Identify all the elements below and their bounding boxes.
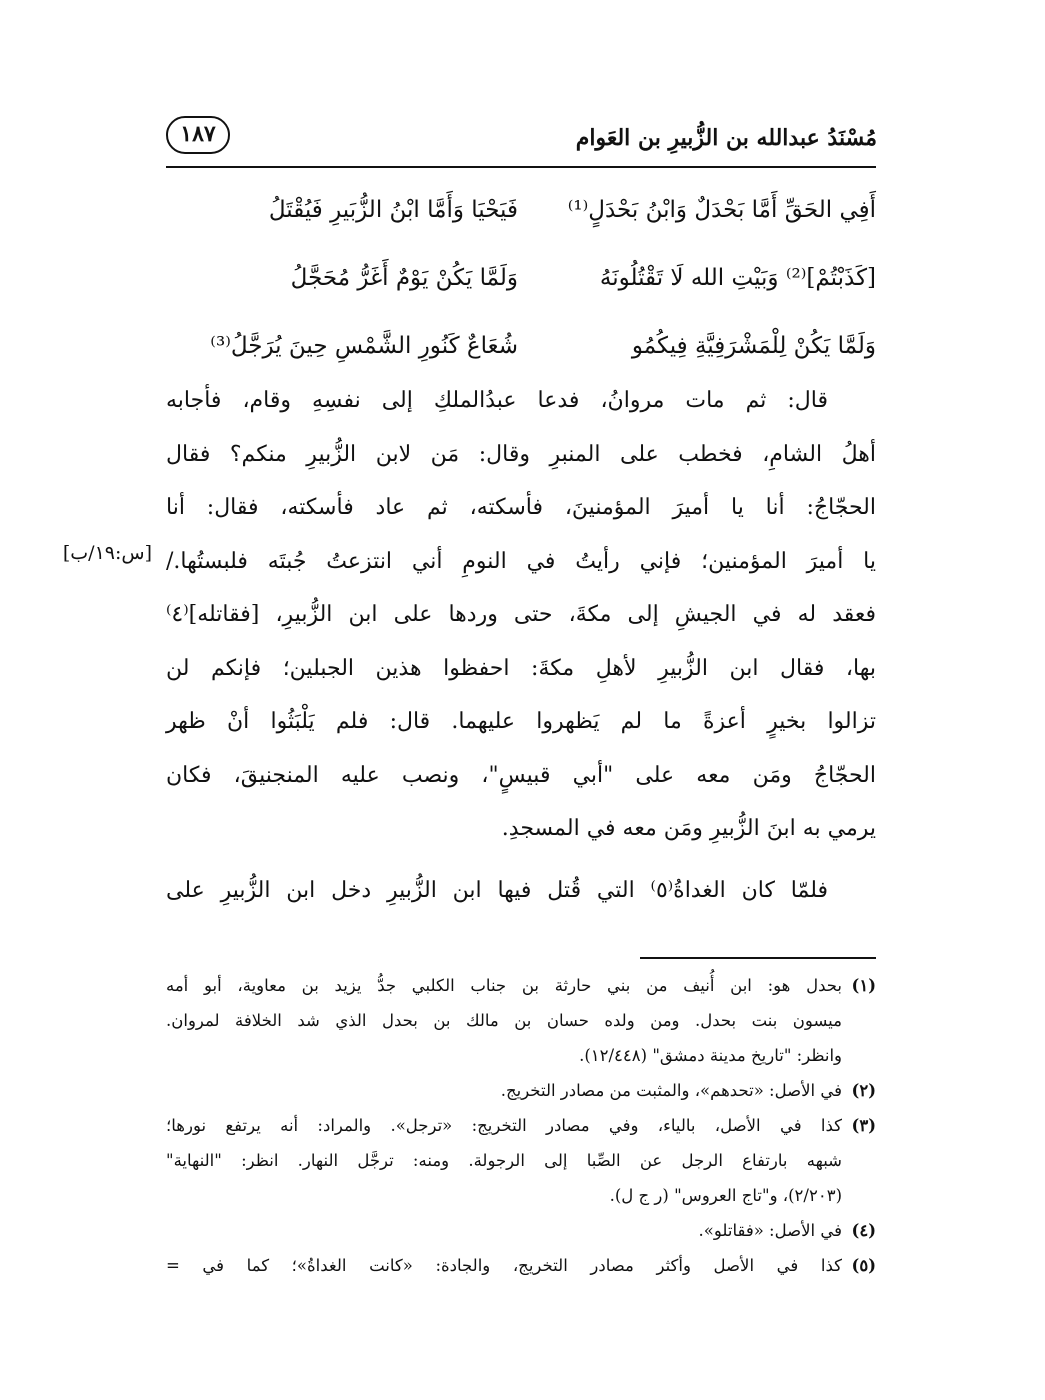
body-line: يرمي به ابنَ الزُّبيرِ ومَن معه في المسجدِ. (501, 816, 876, 841)
paragraph-gap (166, 856, 876, 864)
footnote-text (166, 1073, 842, 1108)
page-number-badge: ١٨٧ (166, 116, 230, 154)
header-divider (166, 166, 876, 168)
footnote (166, 968, 876, 1073)
footnote-number: (١) (851, 976, 876, 995)
footnote (166, 1213, 876, 1248)
footnote-divider (640, 957, 876, 959)
footnote (166, 1248, 876, 1283)
footnotes-block (166, 968, 876, 1283)
footnote (166, 1108, 876, 1213)
poem-verse (166, 182, 876, 250)
footnote-line: وانظر: "تاريخ مدينة دمشق" (١٢/٤٤٨). (579, 1046, 842, 1065)
footnote-text (166, 968, 842, 1073)
body-line: فلمّا كان الغداةُ⁽٥⁾ التي قُتل فيها ابن الزُّبيرِ دخل ابن الزُّبيرِ على (166, 877, 828, 903)
footnote-number: (٣) (851, 1116, 876, 1135)
footnote-number: (٥) (851, 1256, 876, 1275)
footnote-line: كذا في الأصل، بالياء، وفي مصادر التخريج: «ترجل». والمراد: أنه يرتفع نورها؛ (166, 1116, 842, 1135)
verse-second-hemistich: فَيَحْيَا وَأَمَّا ابْنُ الزُّبَيرِ فَيُقْتَلُ (268, 197, 518, 223)
body-line: الحجّاجُ ومَن معه على "أبي قبيسٍ"، ونصب عليه المنجنيقَ، فكان (166, 762, 876, 788)
footnote-line: شبهه بارتفاع الرجل عن الصِّبا إلى الرجولة. ومنه: ترجَّل النهار. انظر: "النهاية" (166, 1151, 842, 1170)
body-text (166, 374, 876, 917)
running-header-title: مُسْنَدُ عبدالله بن الزُّبيرِ بن العَوام (575, 125, 877, 151)
footnote-number: (٤) (851, 1221, 876, 1240)
footnote-number: (٢) (851, 1081, 876, 1100)
body-line: أهلُ الشامِ، فخطب على المنبرِ وقال: مَن لابن الزُّبيرِ منكم؟ فقال (166, 441, 876, 467)
body-line: تزالوا بخيرٍ أعزةً ما لم يَظهروا عليهما. قال: فلم يَلْبَثُوا أنْ ظهر (166, 709, 876, 734)
verse-first-hemistich: أَفِي الحَقِّ أَمَّا بَحْدَلٌ وَابْنُ بَحْدَلٍ⁽¹⁾ (567, 197, 876, 223)
footnote-line: (٢/٢٠٣)، و"تاج العروس" (ر ج ل). (609, 1186, 842, 1205)
manuscript-folio-marker: [س:١٩/ب] (62, 542, 152, 564)
verse-first-hemistich: وَلَمَّا يَكُنْ لِلْمَشْرَفِيَّةِ فِيكُمُو (631, 333, 876, 359)
poem-verse (166, 250, 876, 318)
footnote-text (166, 1248, 842, 1283)
footnote-text (166, 1213, 842, 1248)
poem-block (166, 182, 876, 386)
footnote-line: بحدل هو: ابن أُنيف من بني حارثة بن جناب الكلبي جدُّ يزيد بن معاوية، أبو أمه (166, 976, 842, 995)
body-line: الحجّاجُ: أنا يا أميرَ المؤمنينَ، فأسكته، ثم عاد فأسكته، فقال: أنا (166, 495, 876, 520)
footnote-text (166, 1108, 842, 1213)
body-line: فعقد له في الجيشِ إلى مكةَ، حتى وردها على ابن الزُّبيرِ، [فقاتله]⁽٤⁾ (166, 602, 876, 627)
verse-second-hemistich: وَلَمَّا يَكُنْ يَوْمٌ أَغَرُّ مُحَجَّلُ (290, 265, 518, 291)
footnote-line: ميسون بنت بحدل. ومن ولده حسان بن مالك بن بحدل الذي شد الخلافة لمروان. (166, 1011, 842, 1030)
footnote-line: في الأصل: «فقاتلو». (698, 1221, 842, 1240)
verse-second-hemistich: شُعَاعٌ كَنُورِ الشَّمْسِ حِينَ يُرَجَّلُ⁽³⁾ (210, 333, 518, 359)
body-line: يا أميرَ المؤمنين؛ فإني رأيتُ في النومِ أني انتزعتُ جُبتَه فلبستُها./ (166, 548, 876, 574)
footnote (166, 1073, 876, 1108)
footnote-line: في الأصل: «تحدهم»، والمثبت من مصادر التخريج. (500, 1081, 842, 1100)
verse-first-hemistich: [كَذَبْتُمْ]⁽²⁾ وَبَيْتِ الله لَا تَقْتُلُونَهُ (599, 265, 876, 291)
footnote-line: كذا في الأصل وأكثر مصادر التخريج، والجادة: «كانت الغداةُ»؛ كما في = (166, 1256, 842, 1275)
body-line: بها، فقال ابن الزُّبيرِ لأهلِ مكةَ: احفظوا هذين الجبلين؛ فإنكم لن (166, 655, 876, 681)
body-line: قال: ثم مات مروانُ، فدعا عبدُالملكِ إلى نفسِهِ وقام، فأجابه (166, 388, 828, 413)
